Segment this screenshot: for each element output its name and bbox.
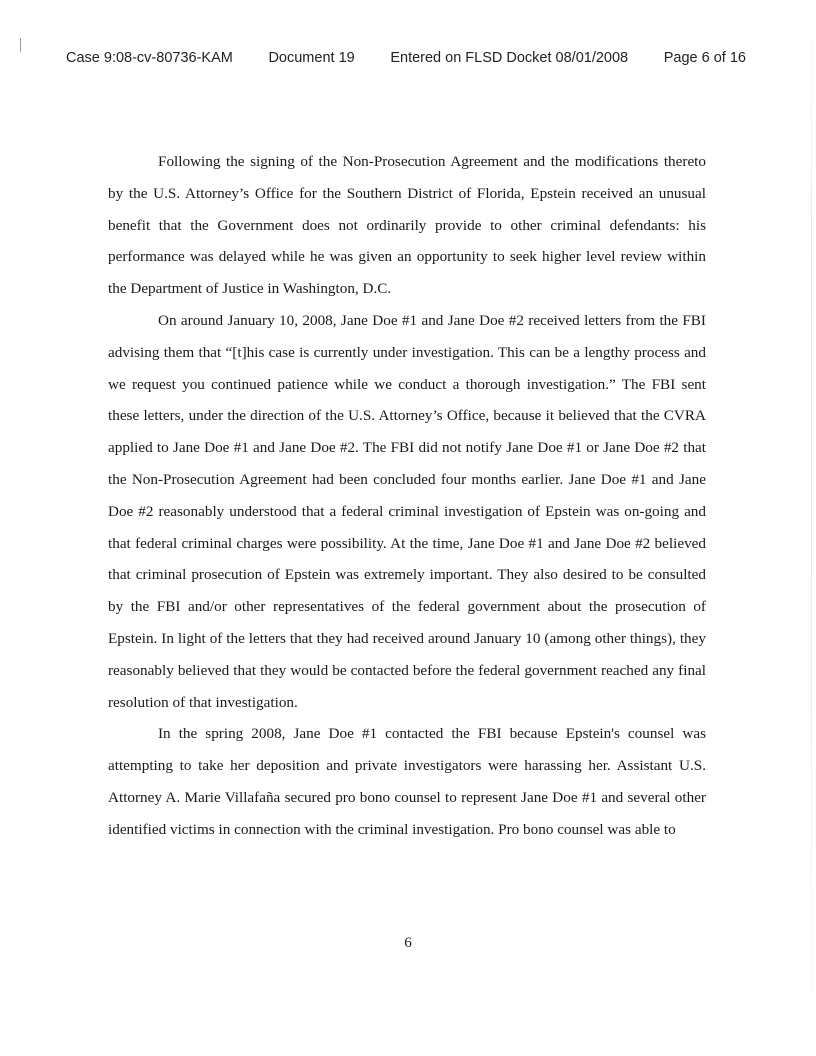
document-body — [108, 146, 706, 846]
paragraph: In the spring 2008, Jane Doe #1 contacted the FBI because Epstein's counsel was attempting to take her deposition and private investigators were harassing her. Assistant U.S. Attorney A. Marie Villafaña secured pro bono counsel to represent Jane Doe #1 and several other identified victims in connection with the criminal investigation. Pro bono counsel was able to — [108, 725, 706, 838]
paragraph: Following the signing of the Non-Prosecution Agreement and the modifications thereto by the U.S. Attorney’s Office for the Southern District of Florida, Epstein received an unusual benefit that the Government does not ordinarily provide to other criminal defendants: his performance was delayed while he was given an opportunity to seek higher level review within the Department of Justice in Washington, D.C. — [108, 153, 706, 298]
case-number: Case 9:08-cv-80736-KAM — [66, 50, 233, 66]
scan-edge — [811, 0, 812, 1056]
scan-mark — [20, 38, 21, 52]
page-number: 6 — [404, 934, 412, 951]
document-number: Document 19 — [268, 50, 355, 66]
docket-header — [66, 50, 746, 66]
paragraph: On around January 10, 2008, Jane Doe #1 and Jane Doe #2 received letters from the FBI advising them that “[t]his case is currently under investigation. This can be a lengthy process and we request you continued patience while we conduct a thorough investigation.” The FBI sent these letters, under the direction of the U.S. Attorney’s Office, because it believed that the CVRA applied to Jane Doe #1 and Jane Doe #2. The FBI did not notify Jane Doe #1 or Jane Doe #2 that the Non-Prosecution Agreement had been concluded four months earlier. Jane Doe #1 and Jane Doe #2 reasonably understood that a federal criminal investigation of Epstein was on-going and that federal criminal charges were possibility. At the time, Jane Doe #1 and Jane Doe #2 believed that criminal prosecution of Epstein was extremely important. They also desired to be consulted by the FBI and/or other representatives of the federal government about the prosecution of Epstein. In light of the letters that they had received around January 10 (among other things), they reasonably believed that they would be contacted before the federal government reached any final resolution of that investigation. — [108, 311, 706, 711]
docket-entry: Entered on FLSD Docket 08/01/2008 — [390, 50, 629, 66]
page-of-total: Page 6 of 16 — [663, 50, 746, 66]
